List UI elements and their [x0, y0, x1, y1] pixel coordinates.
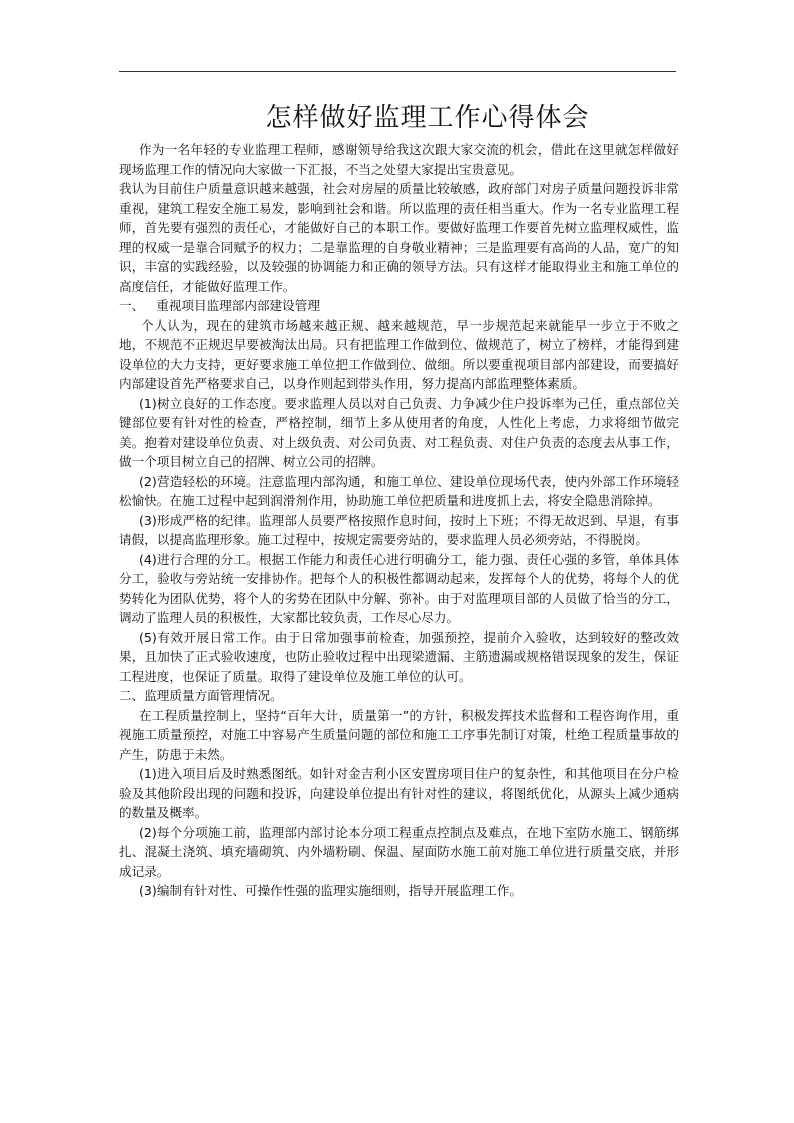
header-rule	[119, 71, 676, 72]
list-item-briefing: (2)每个分项施工前，监理部内部讨论本分项工程重点控制点及难点，在地下室防水施工、钢筋绑扎、混凝土浇筑、填充墙砌筑、内外墙粉刷、保温、屋面防水施工前对施工单位进行质量交底，并形成记录。	[119, 824, 679, 879]
list-item-attitude: (1)树立良好的工作态度。要求监理人员以对自己负责、力争减少住户投诉率为己任，重点部位关键部位要有针对性的检查，严格控制，细节上多从使用者的角度，人性化上考虑，力求将细节做完美。抱着对建设单位负责、对上级负责、对公司负责、对工程负责、对住户负责的态度去从事工作，做一个项目树立自己的招牌、树立公司的招牌。	[119, 395, 679, 469]
list-item-environment: (2)营造轻松的环境。注意监理内部沟通，和施工单位、建设单位现场代表，使内外部工作环境轻松愉快。在施工过程中起到润滑剂作用，协助施工单位把质量和进度抓上去，将安全隐患消除掉。	[119, 473, 679, 508]
list-item-drawings: (1)进入项目后及时熟悉图纸。如针对金吉利小区安置房项目住户的复杂性，和其他项目在分户检验及其他阶段出现的问题和投诉，向建设单位提出有针对性的建议，将图纸优化，从源头上减少通病的数量及概率。	[119, 766, 679, 820]
document-body	[119, 140, 679, 901]
intro-paragraph: 作为一名年轻的专业监理工程师，感谢领导给我这次跟大家交流的机会，借此在这里就怎样做好现场监理工作的情况向大家做一下汇报，不当之处望大家提出宝贵意见。	[119, 142, 679, 177]
list-item-discipline: (3)形成严格的纪律。监理部人员要严格按照作息时间，按时上下班；不得无故迟到、早退，有事请假，以提高监理形象。施工过程中，按规定需要旁站的，要求监理人员必须旁站，不得脱岗。	[119, 512, 679, 547]
list-item-daily-work: (5)有效开展日常工作。由于日常加强事前检查，加强预控，提前介入验收，达到较好的整改效果，且加快了正式验收速度，也防止验收过程中出现梁遗漏、主筋遗漏或规格错误现象的发生，保证工程进度，也保证了质量。取得了建设单位及施工单位的认可。	[119, 629, 679, 684]
paragraph-quality-control: 在工程质量控制上，坚持“百年大计，质量第一”的方针，积极发挥技术监督和工程咨询作用，重视施工质量预控，对施工中容易产生质量问题的部位和施工工序事先制订对策，杜绝工程质量事故的产生，防患于未然。	[119, 707, 679, 762]
section-heading-1: 一、 重视项目监理部内部建设管理	[119, 298, 320, 313]
list-item-division: (4)进行合理的分工。根据工作能力和责任心进行明确分工，能力强、责任心强的多管，单体具体分工，验收与旁站统一安排协作。把每个人的积极性都调动起来，发挥每个人的优势，将每个人的优势转化为团队优势，将个人的劣势在团队中分解、弥补。由于对监理项目部的人员做了恰当的分工，调动了监理人员的积极性，大家都比较负责，工作尽心尽力。	[119, 551, 679, 625]
section-heading-2: 二、监理质量方面管理情况。	[119, 688, 283, 703]
list-item-rules: (3)编制有针对性、可操作性强的监理实施细则，指导开展监理工作。	[139, 883, 523, 898]
paragraph-responsibility: 我认为目前住户质量意识越来越强，社会对房屋的质量比较敏感，政府部门对房子质量问题投诉非常重视，建筑工程安全施工易发，影响到社会和谐。所以监理的责任相当重大。作为一名专业监理工程师，首先要有强烈的责任心，才能做好自己的本职工作。要做好监理工作要首先树立监理权威性，监理的权威一是靠合同赋予的权力；二是靠监理的自身敬业精神；三是监理要有高尚的人品，宽广的知识，丰富的实践经验，以及较强的协调能力和正确的领导方法。只有这样才能取得业主和施工单位的高度信任，才能做好监理工作。	[119, 181, 679, 294]
paragraph-internal-building: 个人认为，现在的建筑市场越来越正规、越来越规范，早一步规范起来就能早一步立于不败之地，不规范不正规迟早要被淘汰出局。只有把监理工作做到位、做规范了，树立了榜样，才能得到建设单位的大力支持，更好要求施工单位把工作做到位、做细。所以要重视项目部内部建设，而要搞好内部建设首先严格要求自己，以身作则起到带头作用，努力提高内部监理整体素质。	[119, 317, 679, 391]
document-title: 怎样做好监理工作心得体会	[265, 103, 590, 133]
